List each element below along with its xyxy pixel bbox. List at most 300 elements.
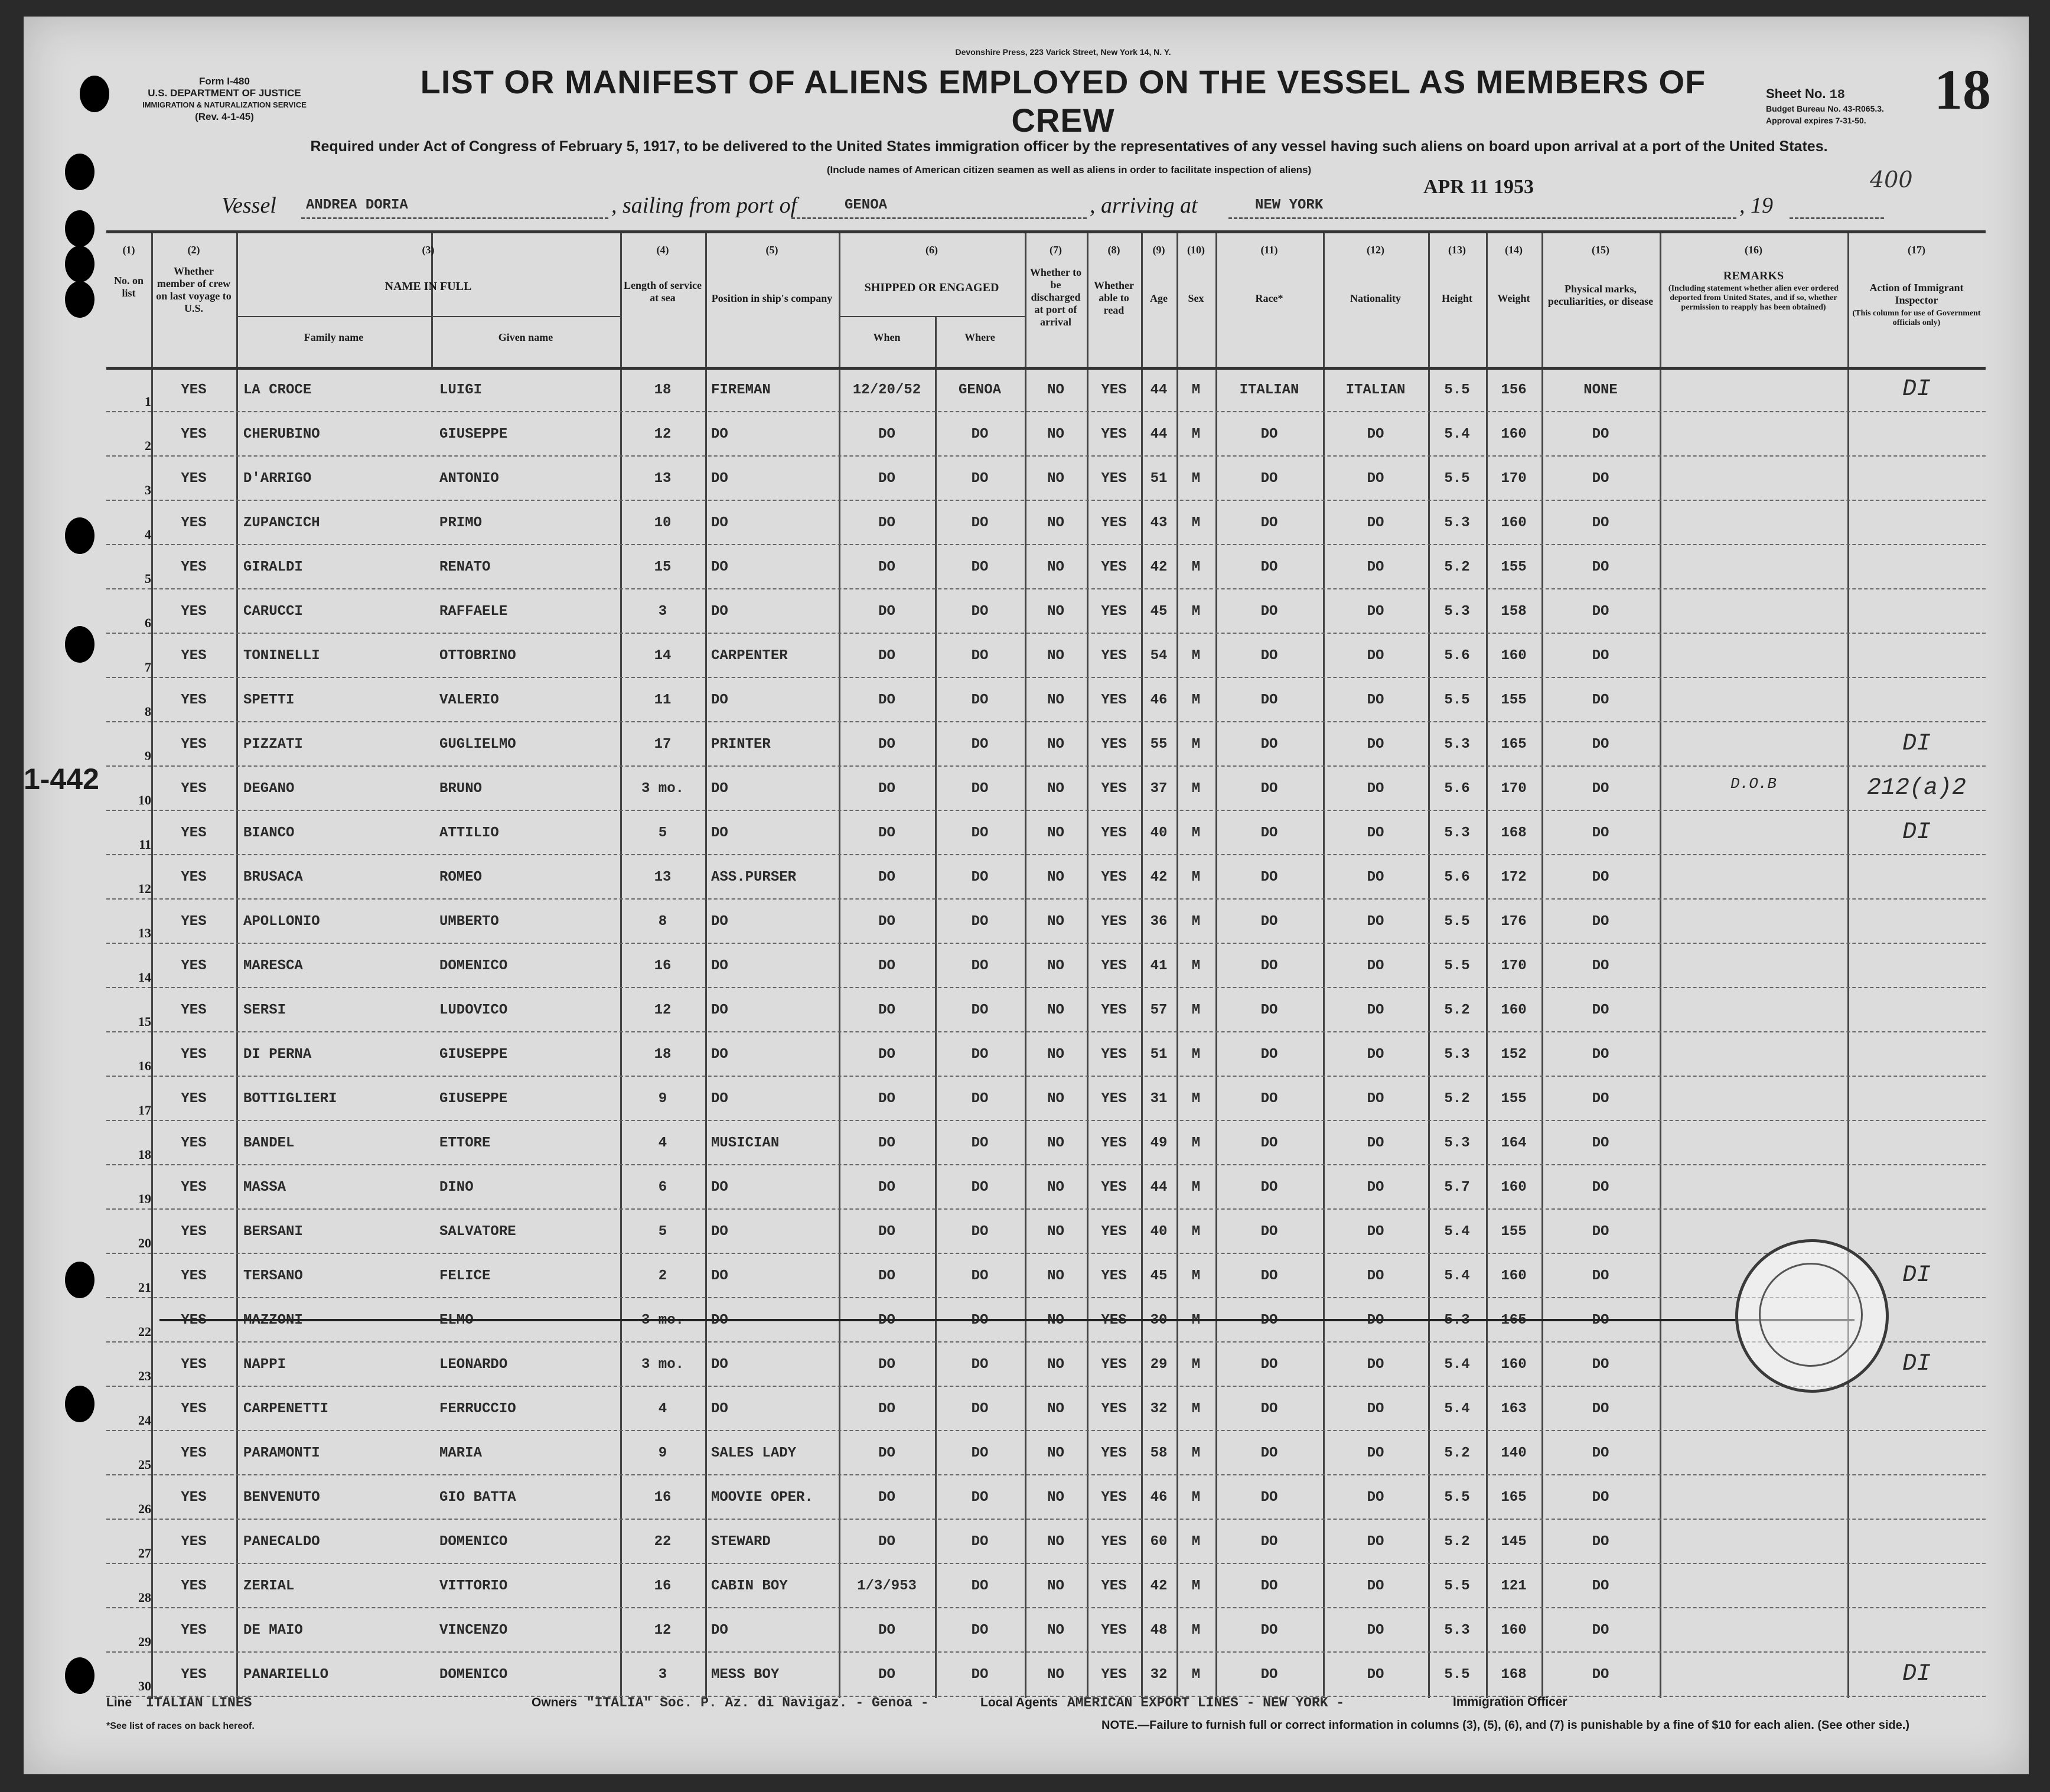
cell-disch: NO bbox=[1047, 1401, 1064, 1417]
row-divider bbox=[106, 810, 1986, 811]
header-no-on-list: No. on list bbox=[113, 275, 144, 299]
cell-where: DO bbox=[971, 1135, 989, 1151]
subtitle: Required under Act of Congress of February 5, 1917, to be delivered to the United States immigration officer by the representatives of any vessel having such aliens on board upon arrival at a port of the United States. bbox=[310, 138, 1828, 155]
cell-age: 49 bbox=[1150, 1135, 1168, 1151]
cell-race: DO bbox=[1260, 1002, 1278, 1018]
cell-family: SPETTI bbox=[243, 692, 295, 708]
cell-weight: 160 bbox=[1501, 426, 1527, 442]
cell-family: ZERIAL bbox=[243, 1578, 295, 1594]
cell-read: YES bbox=[1101, 1667, 1127, 1683]
cell-family: MASSA bbox=[243, 1180, 286, 1195]
cell-weight: 160 bbox=[1501, 1002, 1527, 1018]
cell-height: 5.3 bbox=[1444, 1047, 1470, 1063]
cell-position: DO bbox=[711, 958, 728, 974]
header-age: Age bbox=[1150, 292, 1168, 304]
cell-where: DO bbox=[971, 1401, 989, 1417]
col-num: (16) bbox=[1745, 244, 1762, 256]
cell-race: DO bbox=[1260, 559, 1278, 575]
row-divider bbox=[106, 1651, 1986, 1653]
cell-crew: YES bbox=[181, 1357, 207, 1373]
cell-height: 5.2 bbox=[1444, 559, 1470, 575]
cell-nat: DO bbox=[1367, 825, 1384, 841]
cell-when: DO bbox=[878, 1445, 895, 1461]
cell-height: 5.6 bbox=[1444, 869, 1470, 885]
header-action-inspector: Action of Immigrant Inspector bbox=[1869, 282, 1964, 306]
port-from: GENOA bbox=[845, 197, 888, 213]
header-where: Where bbox=[964, 331, 995, 343]
cell-race: DO bbox=[1260, 1312, 1278, 1328]
cell-given: FERRUCCIO bbox=[439, 1401, 516, 1417]
cell-age: 46 bbox=[1150, 692, 1168, 708]
row-number: 6 bbox=[145, 615, 151, 630]
cell-race: DO bbox=[1260, 1357, 1278, 1373]
cell-crew: YES bbox=[181, 426, 207, 442]
row-number: 24 bbox=[138, 1413, 151, 1428]
cell-nat: DO bbox=[1367, 1578, 1384, 1594]
cell-family: BRUSACA bbox=[243, 869, 303, 885]
row-divider bbox=[106, 588, 1986, 589]
row-divider bbox=[106, 1386, 1986, 1387]
cell-read: YES bbox=[1101, 869, 1127, 885]
cell-family: MAZZONI bbox=[243, 1312, 303, 1328]
printer-line: Devonshire Press, 223 Varick Street, New York 14, N. Y. bbox=[955, 47, 1171, 57]
row-divider bbox=[106, 854, 1986, 855]
punch-hole bbox=[65, 210, 94, 247]
cell-where: DO bbox=[971, 1047, 989, 1063]
col-num: (6) bbox=[925, 244, 938, 256]
cell-age: 57 bbox=[1150, 1002, 1168, 1018]
cell-when: DO bbox=[878, 1268, 895, 1284]
row-divider bbox=[106, 898, 1986, 900]
row-divider bbox=[106, 1474, 1986, 1475]
cell-read: YES bbox=[1101, 1002, 1127, 1018]
cell-given: ETTORE bbox=[439, 1135, 491, 1151]
cell-given: GUGLIELMO bbox=[439, 737, 516, 752]
cell-when: DO bbox=[878, 559, 895, 575]
col-num: (2) bbox=[187, 244, 200, 256]
cell-race: DO bbox=[1260, 1445, 1278, 1461]
cell-when: DO bbox=[878, 781, 895, 797]
cell-height: 5.4 bbox=[1444, 1401, 1470, 1417]
cell-crew: YES bbox=[181, 648, 207, 664]
row-number: 15 bbox=[138, 1014, 151, 1029]
row-divider bbox=[106, 633, 1986, 634]
cell-crew: YES bbox=[181, 781, 207, 797]
cell-sex: M bbox=[1191, 1224, 1201, 1240]
cell-read: YES bbox=[1101, 1534, 1127, 1550]
cell-service: 16 bbox=[654, 1578, 672, 1594]
cell-race: DO bbox=[1260, 648, 1278, 664]
cell-given: MARIA bbox=[439, 1445, 483, 1461]
cell-family: NAPPI bbox=[243, 1357, 286, 1373]
row-divider bbox=[106, 544, 1986, 545]
cell-position: DO bbox=[711, 1002, 728, 1018]
cell-when: DO bbox=[878, 825, 895, 841]
service: IMMIGRATION & NATURALIZATION SERVICE bbox=[142, 100, 307, 109]
cell-disch: NO bbox=[1047, 1047, 1064, 1063]
cell-age: 58 bbox=[1150, 1445, 1168, 1461]
cell-service: 5 bbox=[658, 1224, 667, 1240]
cell-position: PRINTER bbox=[711, 737, 771, 752]
cell-position: CARPENTER bbox=[711, 648, 788, 664]
cell-disch: NO bbox=[1047, 869, 1064, 885]
cell-service: 6 bbox=[658, 1180, 667, 1195]
cell-height: 5.2 bbox=[1444, 1091, 1470, 1107]
cell-marks: DO bbox=[1592, 1180, 1609, 1195]
cell-read: YES bbox=[1101, 1268, 1127, 1284]
cell-read: YES bbox=[1101, 825, 1127, 841]
port-to: NEW YORK bbox=[1255, 197, 1324, 213]
cell-disch: NO bbox=[1047, 1180, 1064, 1195]
cell-age: 48 bbox=[1150, 1622, 1168, 1638]
cell-disch: NO bbox=[1047, 781, 1064, 797]
cell-where: DO bbox=[971, 1357, 989, 1373]
cell-given: DOMENICO bbox=[439, 958, 508, 974]
header-crew-last-voyage: Whether member of crew on last voyage to U.S. bbox=[156, 265, 232, 314]
cell-when: DO bbox=[878, 692, 895, 708]
cell-action: DI bbox=[1902, 1661, 1931, 1687]
cell-where: DO bbox=[971, 781, 989, 797]
cell-nat: DO bbox=[1367, 604, 1384, 620]
cell-race: DO bbox=[1260, 1667, 1278, 1683]
cell-service: 3 bbox=[658, 604, 667, 620]
cell-age: 31 bbox=[1150, 1091, 1168, 1107]
col-num: (12) bbox=[1367, 244, 1384, 256]
row-divider bbox=[106, 1120, 1986, 1121]
cell-weight: 170 bbox=[1501, 471, 1527, 487]
cell-position: DO bbox=[711, 1180, 728, 1195]
cell-height: 5.7 bbox=[1444, 1180, 1470, 1195]
cell-read: YES bbox=[1101, 382, 1127, 398]
cell-service: 17 bbox=[654, 737, 672, 752]
cell-nat: DO bbox=[1367, 559, 1384, 575]
cell-height: 5.3 bbox=[1444, 1622, 1470, 1638]
footer-immigration-officer: Immigration Officer bbox=[1453, 1695, 1567, 1709]
department: U.S. DEPARTMENT OF JUSTICE bbox=[148, 87, 301, 99]
cell-read: YES bbox=[1101, 1445, 1127, 1461]
col-num: (7) bbox=[1050, 244, 1062, 256]
cell-marks: DO bbox=[1592, 1091, 1609, 1107]
cell-marks: DO bbox=[1592, 869, 1609, 885]
row-divider bbox=[106, 455, 1986, 457]
cell-age: 43 bbox=[1150, 515, 1168, 531]
cell-where: DO bbox=[971, 914, 989, 930]
row-number: 20 bbox=[138, 1236, 151, 1250]
cell-disch: NO bbox=[1047, 382, 1064, 398]
vessel-label: Vessel bbox=[221, 193, 276, 218]
cell-sex: M bbox=[1191, 825, 1201, 841]
cell-family: APOLLONIO bbox=[243, 914, 320, 930]
page-title: LIST OR MANIFEST OF ALIENS EMPLOYED ON THE VESSEL AS MEMBERS OF CREW bbox=[420, 63, 1706, 139]
cell-race: DO bbox=[1260, 737, 1278, 752]
cell-when: DO bbox=[878, 1135, 895, 1151]
cell-given: VINCENZO bbox=[439, 1622, 508, 1638]
punch-hole bbox=[80, 76, 109, 112]
cell-sex: M bbox=[1191, 1312, 1201, 1328]
cell-crew: YES bbox=[181, 1224, 207, 1240]
cell-where: DO bbox=[971, 1622, 989, 1638]
punch-hole bbox=[65, 626, 94, 663]
cell-when: DO bbox=[878, 1224, 895, 1240]
cell-weight: 121 bbox=[1501, 1578, 1527, 1594]
cell-family: DI PERNA bbox=[243, 1047, 312, 1063]
row-divider bbox=[106, 1076, 1986, 1077]
header-family-name: Family name bbox=[304, 331, 364, 343]
cell-nat: DO bbox=[1367, 958, 1384, 974]
cell-marks: DO bbox=[1592, 1534, 1609, 1550]
cell-disch: NO bbox=[1047, 1578, 1064, 1594]
cell-when: DO bbox=[878, 1002, 895, 1018]
row-divider bbox=[106, 677, 1986, 678]
row-number: 1 bbox=[145, 394, 151, 409]
cell-weight: 168 bbox=[1501, 825, 1527, 841]
row-number: 8 bbox=[145, 704, 151, 719]
cell-nat: DO bbox=[1367, 1091, 1384, 1107]
manifest-sheet bbox=[24, 17, 2029, 1774]
cell-sex: M bbox=[1191, 471, 1201, 487]
cell-nat: DO bbox=[1367, 426, 1384, 442]
cell-given: RENATO bbox=[439, 559, 491, 575]
cell-position: DO bbox=[711, 1401, 728, 1417]
punch-hole bbox=[65, 154, 94, 190]
cell-service: 3 mo. bbox=[641, 1312, 684, 1328]
cell-position: SALES LADY bbox=[711, 1445, 797, 1461]
cell-service: 3 bbox=[658, 1667, 667, 1683]
cell-race: DO bbox=[1260, 1401, 1278, 1417]
cell-marks: DO bbox=[1592, 1667, 1609, 1683]
cell-position: DO bbox=[711, 604, 728, 620]
row-number: 5 bbox=[145, 571, 151, 586]
cell-where: DO bbox=[971, 1490, 989, 1506]
cell-disch: NO bbox=[1047, 737, 1064, 752]
cell-read: YES bbox=[1101, 559, 1127, 575]
cell-age: 41 bbox=[1150, 958, 1168, 974]
cell-nat: ITALIAN bbox=[1345, 382, 1406, 398]
cell-sex: M bbox=[1191, 1091, 1201, 1107]
cell-family: BOTTIGLIERI bbox=[243, 1091, 337, 1107]
cell-age: 42 bbox=[1150, 869, 1168, 885]
cell-nat: DO bbox=[1367, 1401, 1384, 1417]
cell-weight: 160 bbox=[1501, 1268, 1527, 1284]
cell-given: VALERIO bbox=[439, 692, 499, 708]
cell-given: PRIMO bbox=[439, 515, 483, 531]
cell-weight: 165 bbox=[1501, 1490, 1527, 1506]
margin-note: 1-442 bbox=[24, 763, 99, 796]
cell-marks: DO bbox=[1592, 1578, 1609, 1594]
cell-race: DO bbox=[1260, 1135, 1278, 1151]
col-num: (8) bbox=[1107, 244, 1120, 256]
cell-disch: NO bbox=[1047, 1622, 1064, 1638]
cell-when: DO bbox=[878, 1401, 895, 1417]
sheet-big-number: 18 bbox=[1934, 58, 1991, 121]
row-number: 7 bbox=[145, 660, 151, 675]
cell-disch: NO bbox=[1047, 1490, 1064, 1506]
cell-crew: YES bbox=[181, 1135, 207, 1151]
cell-action: DI bbox=[1902, 731, 1931, 757]
punch-hole bbox=[65, 1657, 94, 1694]
cell-nat: DO bbox=[1367, 1224, 1384, 1240]
cell-position: DO bbox=[711, 1312, 728, 1328]
cell-when: DO bbox=[878, 515, 895, 531]
cell-read: YES bbox=[1101, 1047, 1127, 1063]
cell-position: MOOVIE OPER. bbox=[711, 1490, 813, 1506]
row-divider bbox=[106, 411, 1986, 412]
cell-weight: 155 bbox=[1501, 1224, 1527, 1240]
cell-where: DO bbox=[971, 1002, 989, 1018]
cell-marks: DO bbox=[1592, 958, 1609, 974]
punch-hole bbox=[65, 1262, 94, 1298]
cell-race: ITALIAN bbox=[1239, 382, 1299, 398]
cell-marks: DO bbox=[1592, 1268, 1609, 1284]
cell-nat: DO bbox=[1367, 1002, 1384, 1018]
cell-disch: NO bbox=[1047, 1091, 1064, 1107]
cell-crew: YES bbox=[181, 1667, 207, 1683]
cell-weight: 145 bbox=[1501, 1534, 1527, 1550]
cell-age: 44 bbox=[1150, 382, 1168, 398]
cell-sex: M bbox=[1191, 426, 1201, 442]
cell-disch: NO bbox=[1047, 1445, 1064, 1461]
cell-nat: DO bbox=[1367, 737, 1384, 752]
cell-age: 37 bbox=[1150, 781, 1168, 797]
cell-weight: 152 bbox=[1501, 1047, 1527, 1063]
cell-sex: M bbox=[1191, 382, 1201, 398]
cell-race: DO bbox=[1260, 914, 1278, 930]
punch-hole bbox=[65, 1386, 94, 1422]
cell-age: 32 bbox=[1150, 1401, 1168, 1417]
cell-where: DO bbox=[971, 515, 989, 531]
cell-family: CHERUBINO bbox=[243, 426, 320, 442]
cell-action: 212(a)2 bbox=[1866, 775, 1967, 801]
row-divider bbox=[106, 721, 1986, 722]
cell-position: STEWARD bbox=[711, 1534, 771, 1550]
cell-given: OTTOBRINO bbox=[439, 648, 516, 664]
cell-sex: M bbox=[1191, 1135, 1201, 1151]
cell-family: CARPENETTI bbox=[243, 1401, 329, 1417]
col-num: (10) bbox=[1187, 244, 1205, 256]
cell-read: YES bbox=[1101, 515, 1127, 531]
cell-given: VITTORIO bbox=[439, 1578, 508, 1594]
cell-weight: 170 bbox=[1501, 781, 1527, 797]
cell-where: DO bbox=[971, 1180, 989, 1195]
cell-service: 18 bbox=[654, 382, 672, 398]
cell-height: 5.4 bbox=[1444, 1268, 1470, 1284]
footer-note: NOTE.—Failure to furnish full or correct information in columns (3), (5), (6), and (7) is punishable by a fine of $10 for each alien. (See other side.) bbox=[1101, 1719, 1909, 1732]
cell-height: 5.5 bbox=[1444, 692, 1470, 708]
cell-nat: DO bbox=[1367, 781, 1384, 797]
row-number: 29 bbox=[138, 1634, 151, 1649]
cell-nat: DO bbox=[1367, 1047, 1384, 1063]
cell-height: 5.2 bbox=[1444, 1002, 1470, 1018]
cell-service: 3 mo. bbox=[641, 1357, 684, 1373]
cell-sex: M bbox=[1191, 781, 1201, 797]
cell-service: 22 bbox=[654, 1534, 672, 1550]
cell-read: YES bbox=[1101, 1224, 1127, 1240]
header-remarks: REMARKS bbox=[1723, 269, 1784, 282]
cell-where: DO bbox=[971, 1445, 989, 1461]
cell-service: 9 bbox=[658, 1445, 667, 1461]
cell-family: BERSANI bbox=[243, 1224, 303, 1240]
subtitle-note: (Include names of American citizen seamen as well as aliens in order to facilitate inspection of aliens) bbox=[826, 164, 1312, 175]
cell-given: GIUSEPPE bbox=[439, 1047, 508, 1063]
cell-crew: YES bbox=[181, 1490, 207, 1506]
cell-disch: NO bbox=[1047, 958, 1064, 974]
budget-bureau: Budget Bureau No. 43-R065.3. Approval expires 7-31-50. bbox=[1766, 104, 1884, 125]
form-id bbox=[112, 76, 337, 123]
cell-marks: DO bbox=[1592, 648, 1609, 664]
cell-position: DO bbox=[711, 426, 728, 442]
cell-position: DO bbox=[711, 1622, 728, 1638]
arrival-date-stamp: APR 11 1953 bbox=[1423, 176, 1534, 198]
cell-weight: 176 bbox=[1501, 914, 1527, 930]
header-shipped-engaged: SHIPPED OR ENGAGED bbox=[864, 281, 999, 294]
cell-position: DO bbox=[711, 1357, 728, 1373]
cell-family: MARESCA bbox=[243, 958, 303, 974]
cell-given: LEONARDO bbox=[439, 1357, 508, 1373]
cell-disch: NO bbox=[1047, 825, 1064, 841]
cell-nat: DO bbox=[1367, 1180, 1384, 1195]
cell-race: DO bbox=[1260, 1224, 1278, 1240]
cell-read: YES bbox=[1101, 648, 1127, 664]
cell-sex: M bbox=[1191, 1047, 1201, 1063]
cell-weight: 164 bbox=[1501, 1135, 1527, 1151]
cell-age: 32 bbox=[1150, 1667, 1168, 1683]
cell-service: 9 bbox=[658, 1091, 667, 1107]
cell-disch: NO bbox=[1047, 515, 1064, 531]
cell-crew: YES bbox=[181, 1268, 207, 1284]
cell-family: DE MAIO bbox=[243, 1622, 303, 1638]
row-number: 2 bbox=[145, 438, 151, 453]
cell-height: 5.3 bbox=[1444, 825, 1470, 841]
cell-where: DO bbox=[971, 1534, 989, 1550]
cell-sex: M bbox=[1191, 1401, 1201, 1417]
cell-nat: DO bbox=[1367, 1667, 1384, 1683]
cell-family: BIANCO bbox=[243, 825, 295, 841]
row-number: 21 bbox=[138, 1280, 151, 1295]
cell-read: YES bbox=[1101, 1357, 1127, 1373]
cell-crew: YES bbox=[181, 1445, 207, 1461]
cell-family: DEGANO bbox=[243, 781, 295, 797]
cell-action: DI bbox=[1902, 1262, 1931, 1289]
cell-sex: M bbox=[1191, 559, 1201, 575]
cell-sex: M bbox=[1191, 515, 1201, 531]
cell-marks: DO bbox=[1592, 604, 1609, 620]
cell-nat: DO bbox=[1367, 1534, 1384, 1550]
cell-age: 44 bbox=[1150, 1180, 1168, 1195]
cell-marks: DO bbox=[1592, 1357, 1609, 1373]
cell-nat: DO bbox=[1367, 1622, 1384, 1638]
annotation-400: 400 bbox=[1870, 167, 1913, 193]
cell-height: 5.3 bbox=[1444, 604, 1470, 620]
cell-read: YES bbox=[1101, 604, 1127, 620]
cell-sex: M bbox=[1191, 1622, 1201, 1638]
cell-read: YES bbox=[1101, 1490, 1127, 1506]
header-remarks-note: (Including statement whether alien ever ordered deported from United States, and if so, whether permission to reapply has been obtained) bbox=[1668, 284, 1839, 312]
cell-where: DO bbox=[971, 648, 989, 664]
cell-weight: 160 bbox=[1501, 1357, 1527, 1373]
cell-service: 2 bbox=[658, 1268, 667, 1284]
row-number: 11 bbox=[139, 837, 151, 852]
cell-marks: DO bbox=[1592, 426, 1609, 442]
cell-nat: DO bbox=[1367, 1357, 1384, 1373]
header-length-of-service: Length of service at sea bbox=[624, 279, 702, 304]
cell-weight: 155 bbox=[1501, 559, 1527, 575]
cell-crew: YES bbox=[181, 1578, 207, 1594]
row-divider bbox=[106, 1430, 1986, 1431]
sailing-label: , sailing from port of bbox=[611, 193, 797, 218]
cell-family: PANECALDO bbox=[243, 1534, 320, 1550]
cell-age: 29 bbox=[1150, 1357, 1168, 1373]
header-sex: Sex bbox=[1188, 292, 1204, 304]
